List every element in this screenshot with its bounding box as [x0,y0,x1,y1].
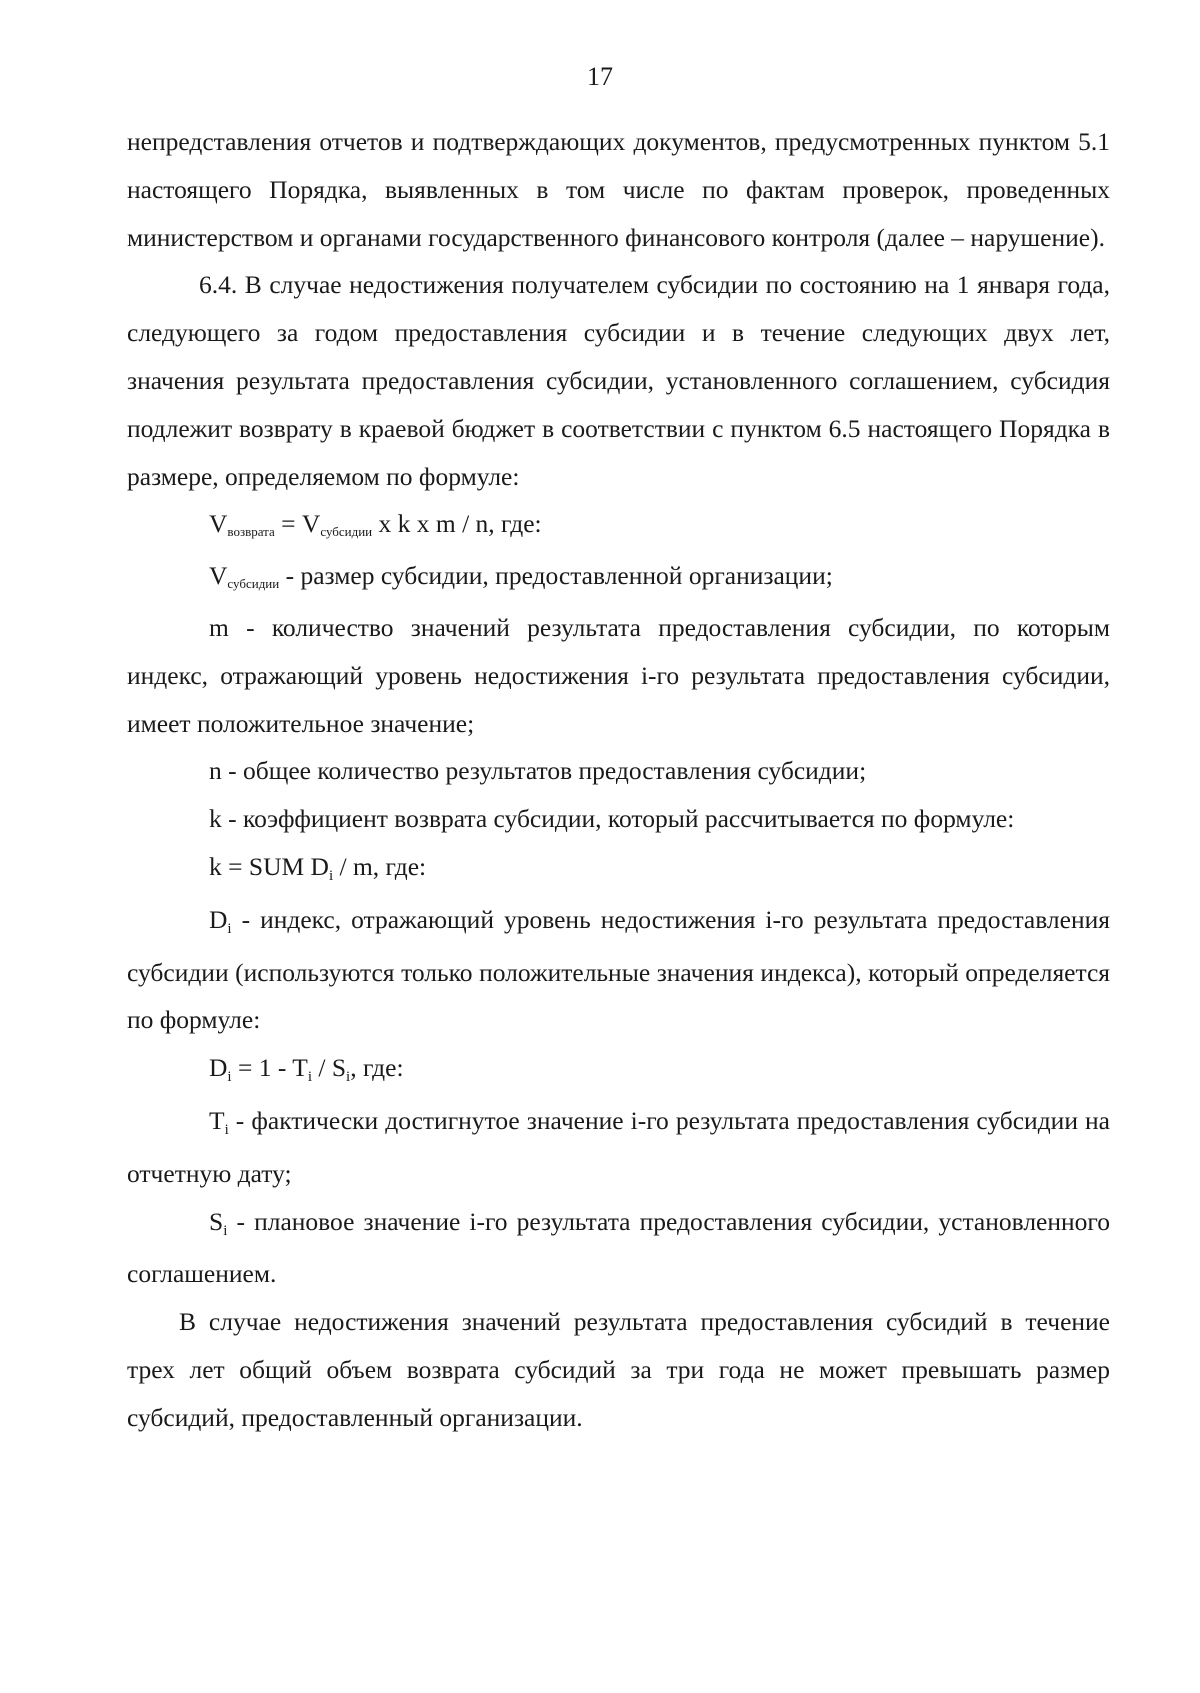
definition-s: $S_i$ - плановое значение i-го результата предоставления субсидии, установленного соглашением. [127,1206,1110,1289]
definition-d: $D_i$ - индекс, отражающий уровень недостижения i-го результата предоставления субсидии (используются только положительные значения индекса), который определяется по формуле: [127,904,1110,1035]
page-number: 17 [587,62,613,91]
paragraph-6-4: 6.4. В случае недостижения получателем субсидии по состоянию на 1 января года, следующего за годом предоставления субсидии и в течение следующих двух лет, значения результата предоставления субсидии, установленного соглашением, субсидия подлежит возврату в краевой бюджет в соответствии с пунктом 6.5 настоящего Порядка в размере, определяемом по формуле: [127,270,1110,491]
paragraph-continuation: непредставления отчетов и подтверждающих документов, предусмотренных пунктом 5.1 настоящего Порядка, выявленных в том числе по фактам проверок, проведенных министерством и органами государственного финансового контроля (далее – нарушение). [127,127,1110,252]
document-body [127,118,1110,1442]
definition-t: $T_i$ - фактически достигнутое значение i-го результата предоставления субсидии на отчетную дату; [127,1105,1110,1188]
definition-n: n - общее количество результатов предоставления субсидии; [209,756,867,786]
definition-k: k - коэффициент возврата субсидии, который рассчитывается по формуле: [209,804,1015,834]
formula-refund-volume: $V_{возврата} = V_{субсидии}$ x k x m / n, где: [209,509,542,540]
formula-d: $D_i = 1 - T_i / S_i$, где: [209,1053,404,1086]
definition-m: m - количество значений результата предоставления субсидии, по которым индекс, отражающий уровень недостижения i-го результата предоставления субсидии, имеет положительное значение; [127,612,1110,738]
formula-k: k = SUM $D_i$ / m, где: [209,851,427,884]
paragraph-three-year-limit: В случае недостижения значений результата предоставления субсидий в течение трех лет общий объем возврата субсидий за три года не может превышать размер субсидий, предоставленный организации. [127,1307,1110,1432]
definition-v-subsidy: $V_{субсидии}$ - размер субсидии, предоставленной организации; [209,561,833,592]
